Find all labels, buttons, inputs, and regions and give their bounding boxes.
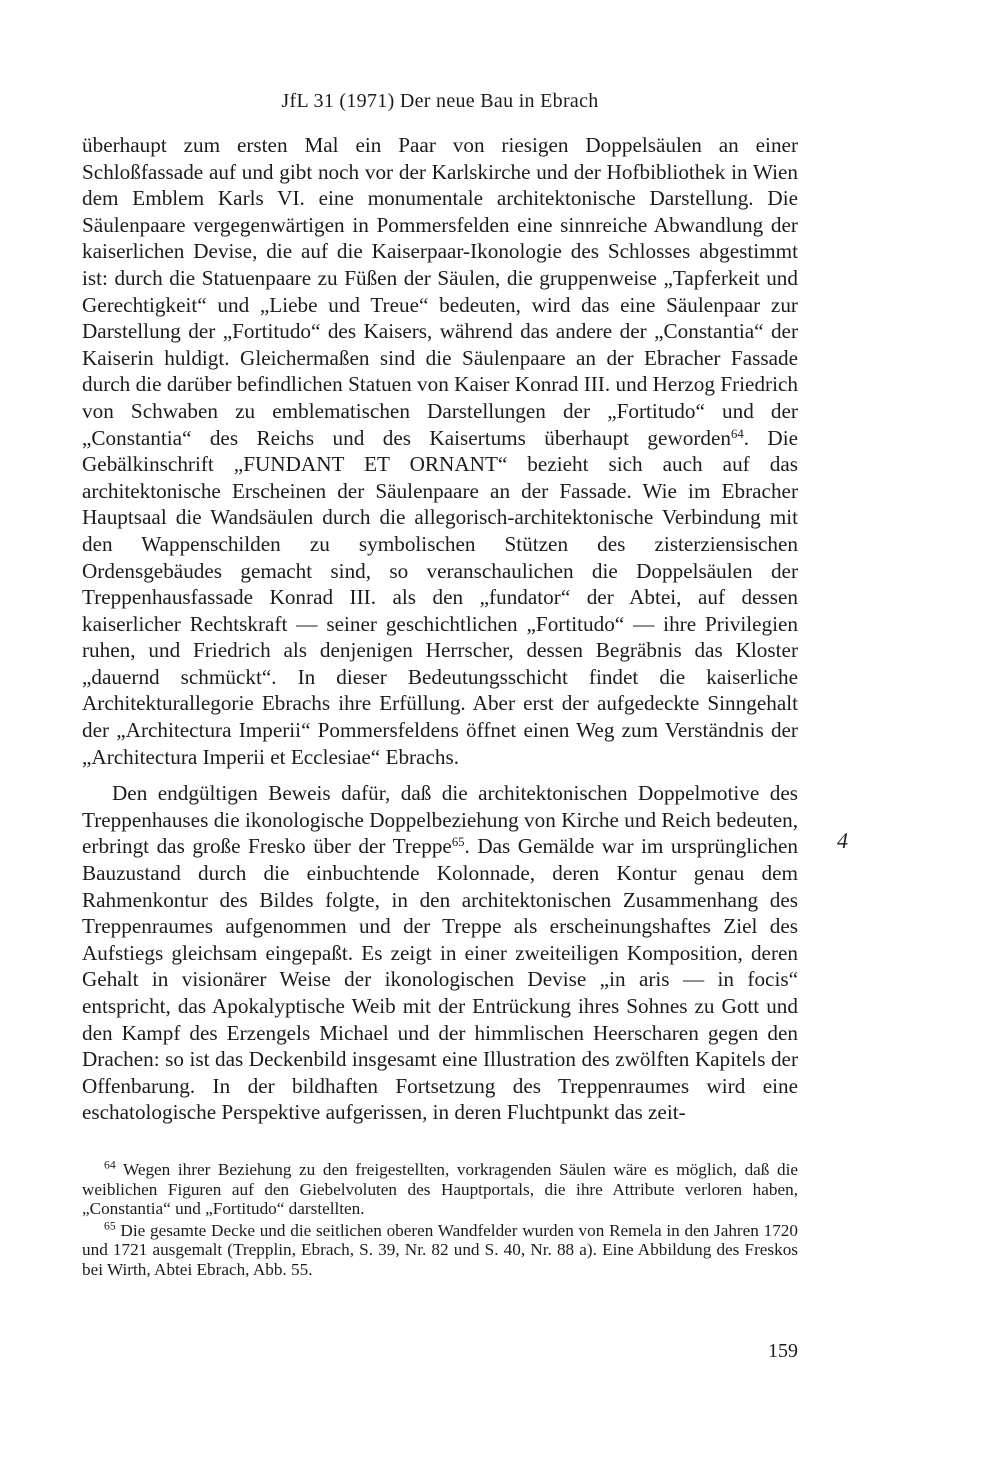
body-text bbox=[82, 132, 798, 1126]
running-head: JfL 31 (1971) Der neue Bau in Ebrach bbox=[281, 90, 599, 112]
paragraph-text: Den endgültigen Beweis dafür, daß die architektonischen Doppelmotive des Treppenhauses die ikonologische Doppelbeziehung von Kirche und Reich bedeuten, erbringt das große Fresko über der Treppe bbox=[82, 781, 798, 859]
paragraph-text: . Die Gebälkinschrift „FUNDANT ET ORNANT“ bezieht sich auch auf das architektonische Erscheinen der Säulenpaare an der Fassade. Wie im Ebracher Hauptsaal die Wandsäulen durch die allegorisch-architektonische Verbindung mit den Wappenschilden zu symbolischen Stützen des zisterziensischen Ordensgebäudes gemacht sind, so veranschaulichen die Doppelsäulen der Treppenhausfassade Konrad III. als den „fundator“ der Abtei, auf dessen kaiserlicher Rechtskraft — seiner geschichtlichen „Fortitudo“ — ihre Privilegien ruhen, und Friedrich als denjenigen Herrscher, dessen Begräbnis das Kloster „dauernd schmückt“. In dieser Bedeutungsschicht findet die kaiserliche Architekturallegorie Ebrachs ihre Erfüllung. Aber erst der aufgedeckte Sinngehalt der „Architectura Imperii“ Pommersfeldens öffnet einen Weg zum Verständnis der „Architectura Imperii et Ecclesiae“ Ebrachs. bbox=[82, 425, 798, 769]
paragraph bbox=[82, 780, 798, 1126]
paragraph-text: . Das Gemälde war im ursprünglichen Bauzustand durch die einbuchtende Kolonnade, deren Kontur genau dem Rahmenkontur des Bildes folgte, in den architektonischen Zusammenhang des Treppenraumes aufgenommen und der Treppe als erscheinungshaftes Ziel des Aufstiegs gleichsam eingepaßt. Es zeigt in einer zweiteiligen Komposition, deren Gehalt in visionärer Weise der ikonologischen Devise „in aris — in focis“ entspricht, das Apokalyptische Weib mit der Entrückung ihres Sohnes zu Gott und den Kampf des Erzengels Michael und der himmlischen Heerscharen gegen den Drachen: so ist das Deckenbild insgesamt eine Illustration des zwölften Kapitels der Offenbarung. In der bildhaften Fortsetzung des Treppenraumes wird eine eschatologische Perspektive aufgerissen, in deren Fluchtpunkt das zeit- bbox=[82, 834, 798, 1125]
footnote-reference: 65 bbox=[451, 835, 465, 850]
page-number: 159 bbox=[768, 1340, 798, 1362]
margin-note: 4 bbox=[837, 828, 848, 853]
paragraph bbox=[82, 132, 798, 770]
footnote-text: Wegen ihrer Beziehung zu den freigestellten, vorkragenden Säulen wäre es möglich, daß die weiblichen Figuren auf den Giebelvoluten des Hauptportals, die ihre Attribute verloren haben, „Constantia“ und „Fortitudo“ darstellten. bbox=[82, 1160, 798, 1219]
footnote-text: Die gesamte Decke und die seitlichen oberen Wandfelder wurden von Remela in den Jahren 1720 und 1721 ausgemalt (Trepplin, Ebrach, S. 39, Nr. 82 und S. 40, Nr. 88 a). Eine Abbildung des Freskos bei Wirth, Abtei Ebrach, Abb. 55. bbox=[82, 1220, 798, 1279]
footnote-number: 65 bbox=[104, 1219, 116, 1233]
footnote-reference: 64 bbox=[730, 426, 744, 441]
footnotes bbox=[82, 1160, 798, 1280]
footnote bbox=[82, 1160, 798, 1219]
footnote bbox=[82, 1221, 798, 1280]
paragraph-text: überhaupt zum ersten Mal ein Paar von riesigen Doppelsäulen an einer Schloßfassade auf und gibt noch vor der Karlskirche und der Hofbibliothek in Wien dem Emblem Karls VI. eine monumentale architektonische Darstellung. Die Säulenpaare vergegenwärtigen in Pommersfelden eine sinnreiche Abwandlung der kaiserlichen Devise, die auf die Kaiserpaar-Ikonologie des Schlosses abgestimmt ist: durch die Statuenpaare zu Füßen der Säulen, die gruppenweise „Tapferkeit und Gerechtigkeit“ und „Liebe und Treue“ bedeuten, wird das eine Säulenpaar zur Darstellung der „Fortitudo“ des Kaisers, während das andere der „Constantia“ der Kaiserin huldigt. Gleichermaßen sind die Säulenpaare an der Ebracher Fassade durch die darüber befindlichen Statuen von Kaiser Konrad III. und Herzog Friedrich von Schwaben zu emblematischen Darstellungen der „Fortitudo“ und der „Constantia“ des Reichs und des Kaisertums überhaupt geworden bbox=[82, 133, 798, 450]
footnote-number: 64 bbox=[104, 1158, 116, 1172]
